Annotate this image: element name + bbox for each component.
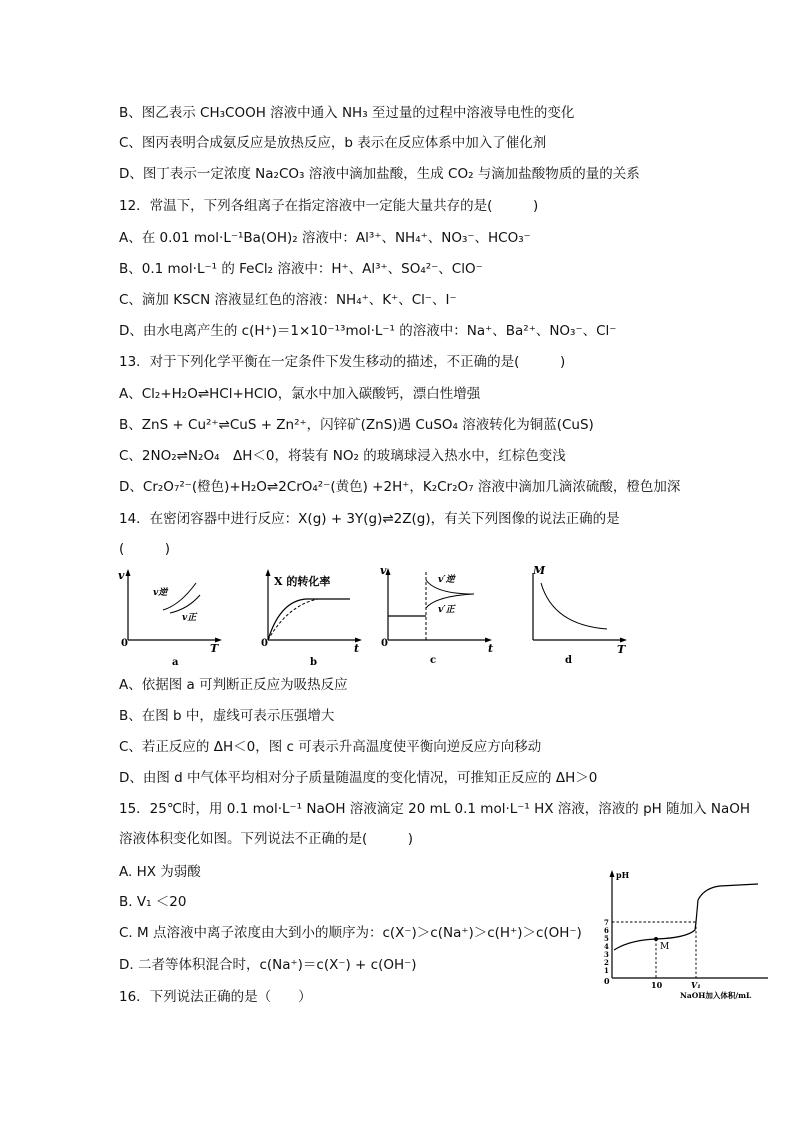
text-line: D、图丁表示一定浓度 Na₂CO₃ 溶液中滴加盐酸，生成 CO₂ 与滴加盐酸物质的量的关系 (119, 166, 640, 182)
text-line: A. HX 为弱酸 (119, 864, 201, 880)
figure-caption: d (565, 655, 572, 666)
text-line: 溶液体积变化如图。下列说法不正确的是( ) (119, 831, 414, 847)
text-line: B、在图 b 中，虚线可表示压强增大 (119, 708, 335, 724)
text-line: D、由图 d 中气体平均相对分子质量随温度的变化情况，可推知正反应的 ΔH＞0 (119, 770, 598, 786)
y-label: pH (616, 870, 630, 880)
y-ticks (604, 918, 609, 975)
text-line: B、0.1 mol·L⁻¹ 的 FeCl₂ 溶液中：H⁺、Al³⁺、SO₄²⁻、ClO⁻ (119, 261, 483, 277)
origin-label: 0 (121, 638, 128, 649)
text-line: D、由水电离产生的 c(H⁺)＝1×10⁻¹³mol·L⁻¹ 的溶液中：Na⁺、Ba²⁺、NO₃⁻、Cl⁻ (119, 323, 617, 339)
text-line: 15．25℃时，用 0.1 mol·L⁻¹ NaOH 溶液滴定 20 mL 0.1 mol·L⁻¹ HX 溶液，溶液的 pH 随加入 NaOH (119, 801, 751, 817)
figure-b (258, 565, 368, 670)
text-line: B、ZnS + Cu²⁺⇌CuS + Zn²⁺，闪锌矿(ZnS)遇 CuSO₄ 溶液转化为铜蓝(CuS) (119, 417, 594, 433)
ph-titration-figure (600, 866, 775, 1001)
figure-d (523, 565, 633, 670)
x-label: T (617, 643, 626, 656)
y-label: M̄ (533, 565, 546, 577)
y-label: v (118, 569, 125, 582)
text-line: A、Cl₂+H₂O⇌HCl+HClO，氯水中加入碳酸钙，漂白性增强 (119, 386, 481, 402)
origin-label: 0 (261, 638, 268, 649)
figure-caption: c (430, 655, 437, 665)
text-line: C. M 点溶液中离子浓度由大到小的顺序为：c(X⁻)＞c(Na⁺)＞c(H⁺)＞c(OH⁻) (119, 925, 582, 941)
origin-label: 0 (604, 976, 610, 986)
y-tick-label: 2 (604, 958, 609, 967)
text-line: A、依据图 a 可判断正反应为吸热反应 (119, 677, 348, 693)
text-line: C、若正反应的 ΔH＜0，图 c 可表示升高温度使平衡向逆反应方向移动 (119, 739, 542, 755)
figure-caption: a (172, 657, 179, 668)
curve-label-reverse: v逆 (153, 588, 168, 598)
point-label-m: M (660, 942, 670, 952)
x-label: T (210, 642, 219, 655)
y-tick-label: 7 (604, 918, 609, 927)
y-label: v (380, 564, 387, 577)
text-line: D、Cr₂O₇²⁻(橙色)+H₂O⇌2CrO₄²⁻(黄色) +2H⁺，K₂Cr₂O₇ 溶液中滴加几滴浓硫酸，橙色加深 (119, 479, 681, 495)
figure-caption: b (310, 657, 317, 668)
text-line: 14．在密闭容器中进行反应：X(g) + 3Y(g)⇌2Z(g)，有关下列图像的说法正确的是 (119, 511, 620, 527)
x-label: NaOH加入体积/mL (680, 991, 752, 1000)
y-label: X 的转化率 (274, 575, 331, 588)
x-label: t (488, 642, 494, 655)
y-tick-label: 1 (604, 966, 609, 975)
text-line: D. 二者等体积混合时，c(Na⁺)＝c(X⁻) + c(OH⁻) (119, 957, 417, 973)
text-line: 13．对于下列化学平衡在一定条件下发生移动的描述，不正确的是( ) (119, 354, 566, 370)
curve-label-reverse: v′逆 (438, 575, 455, 585)
text-line: C、滴加 KSCN 溶液显红色的溶液：NH₄⁺、K⁺、Cl⁻、I⁻ (119, 292, 457, 308)
y-tick-label: 5 (604, 934, 609, 943)
y-tick-label: 6 (604, 926, 609, 935)
text-line: B、图乙表示 CH₃COOH 溶液中通入 NH₃ 至过量的过程中溶液导电性的变化 (119, 105, 575, 121)
text-line: ( ) (119, 541, 171, 557)
text-line: C、图丙表明合成氨反应是放热反应，b 表示在反应体系中加入了催化剂 (119, 135, 547, 151)
y-tick-label: 4 (604, 942, 609, 951)
x-label: t (354, 642, 360, 655)
curve-label-forward: v′正 (438, 605, 455, 615)
text-line: B. V₁ ＜20 (119, 894, 187, 910)
text-line: 16．下列说法正确的是（ ） (119, 989, 312, 1005)
y-tick-label: 3 (604, 950, 609, 959)
figure-a (118, 565, 228, 670)
origin-label: 0 (381, 638, 388, 649)
x-tick-v1: V₁ (691, 980, 701, 990)
x-tick-10: 10 (651, 980, 663, 990)
text-line: C、2NO₂⇌N₂O₄ ΔH＜0，将装有 NO₂ 的玻璃球浸入热水中，红棕色变浅 (119, 448, 566, 464)
figure-c (378, 560, 498, 665)
text-line: A、在 0.01 mol·L⁻¹Ba(OH)₂ 溶液中：Al³⁺、NH₄⁺、NO₃⁻、HCO₃⁻ (119, 230, 531, 246)
text-line: 12．常温下，下列各组离子在指定溶液中一定能大量共存的是( ) (119, 198, 539, 214)
curve-label-forward: v正 (182, 613, 197, 623)
